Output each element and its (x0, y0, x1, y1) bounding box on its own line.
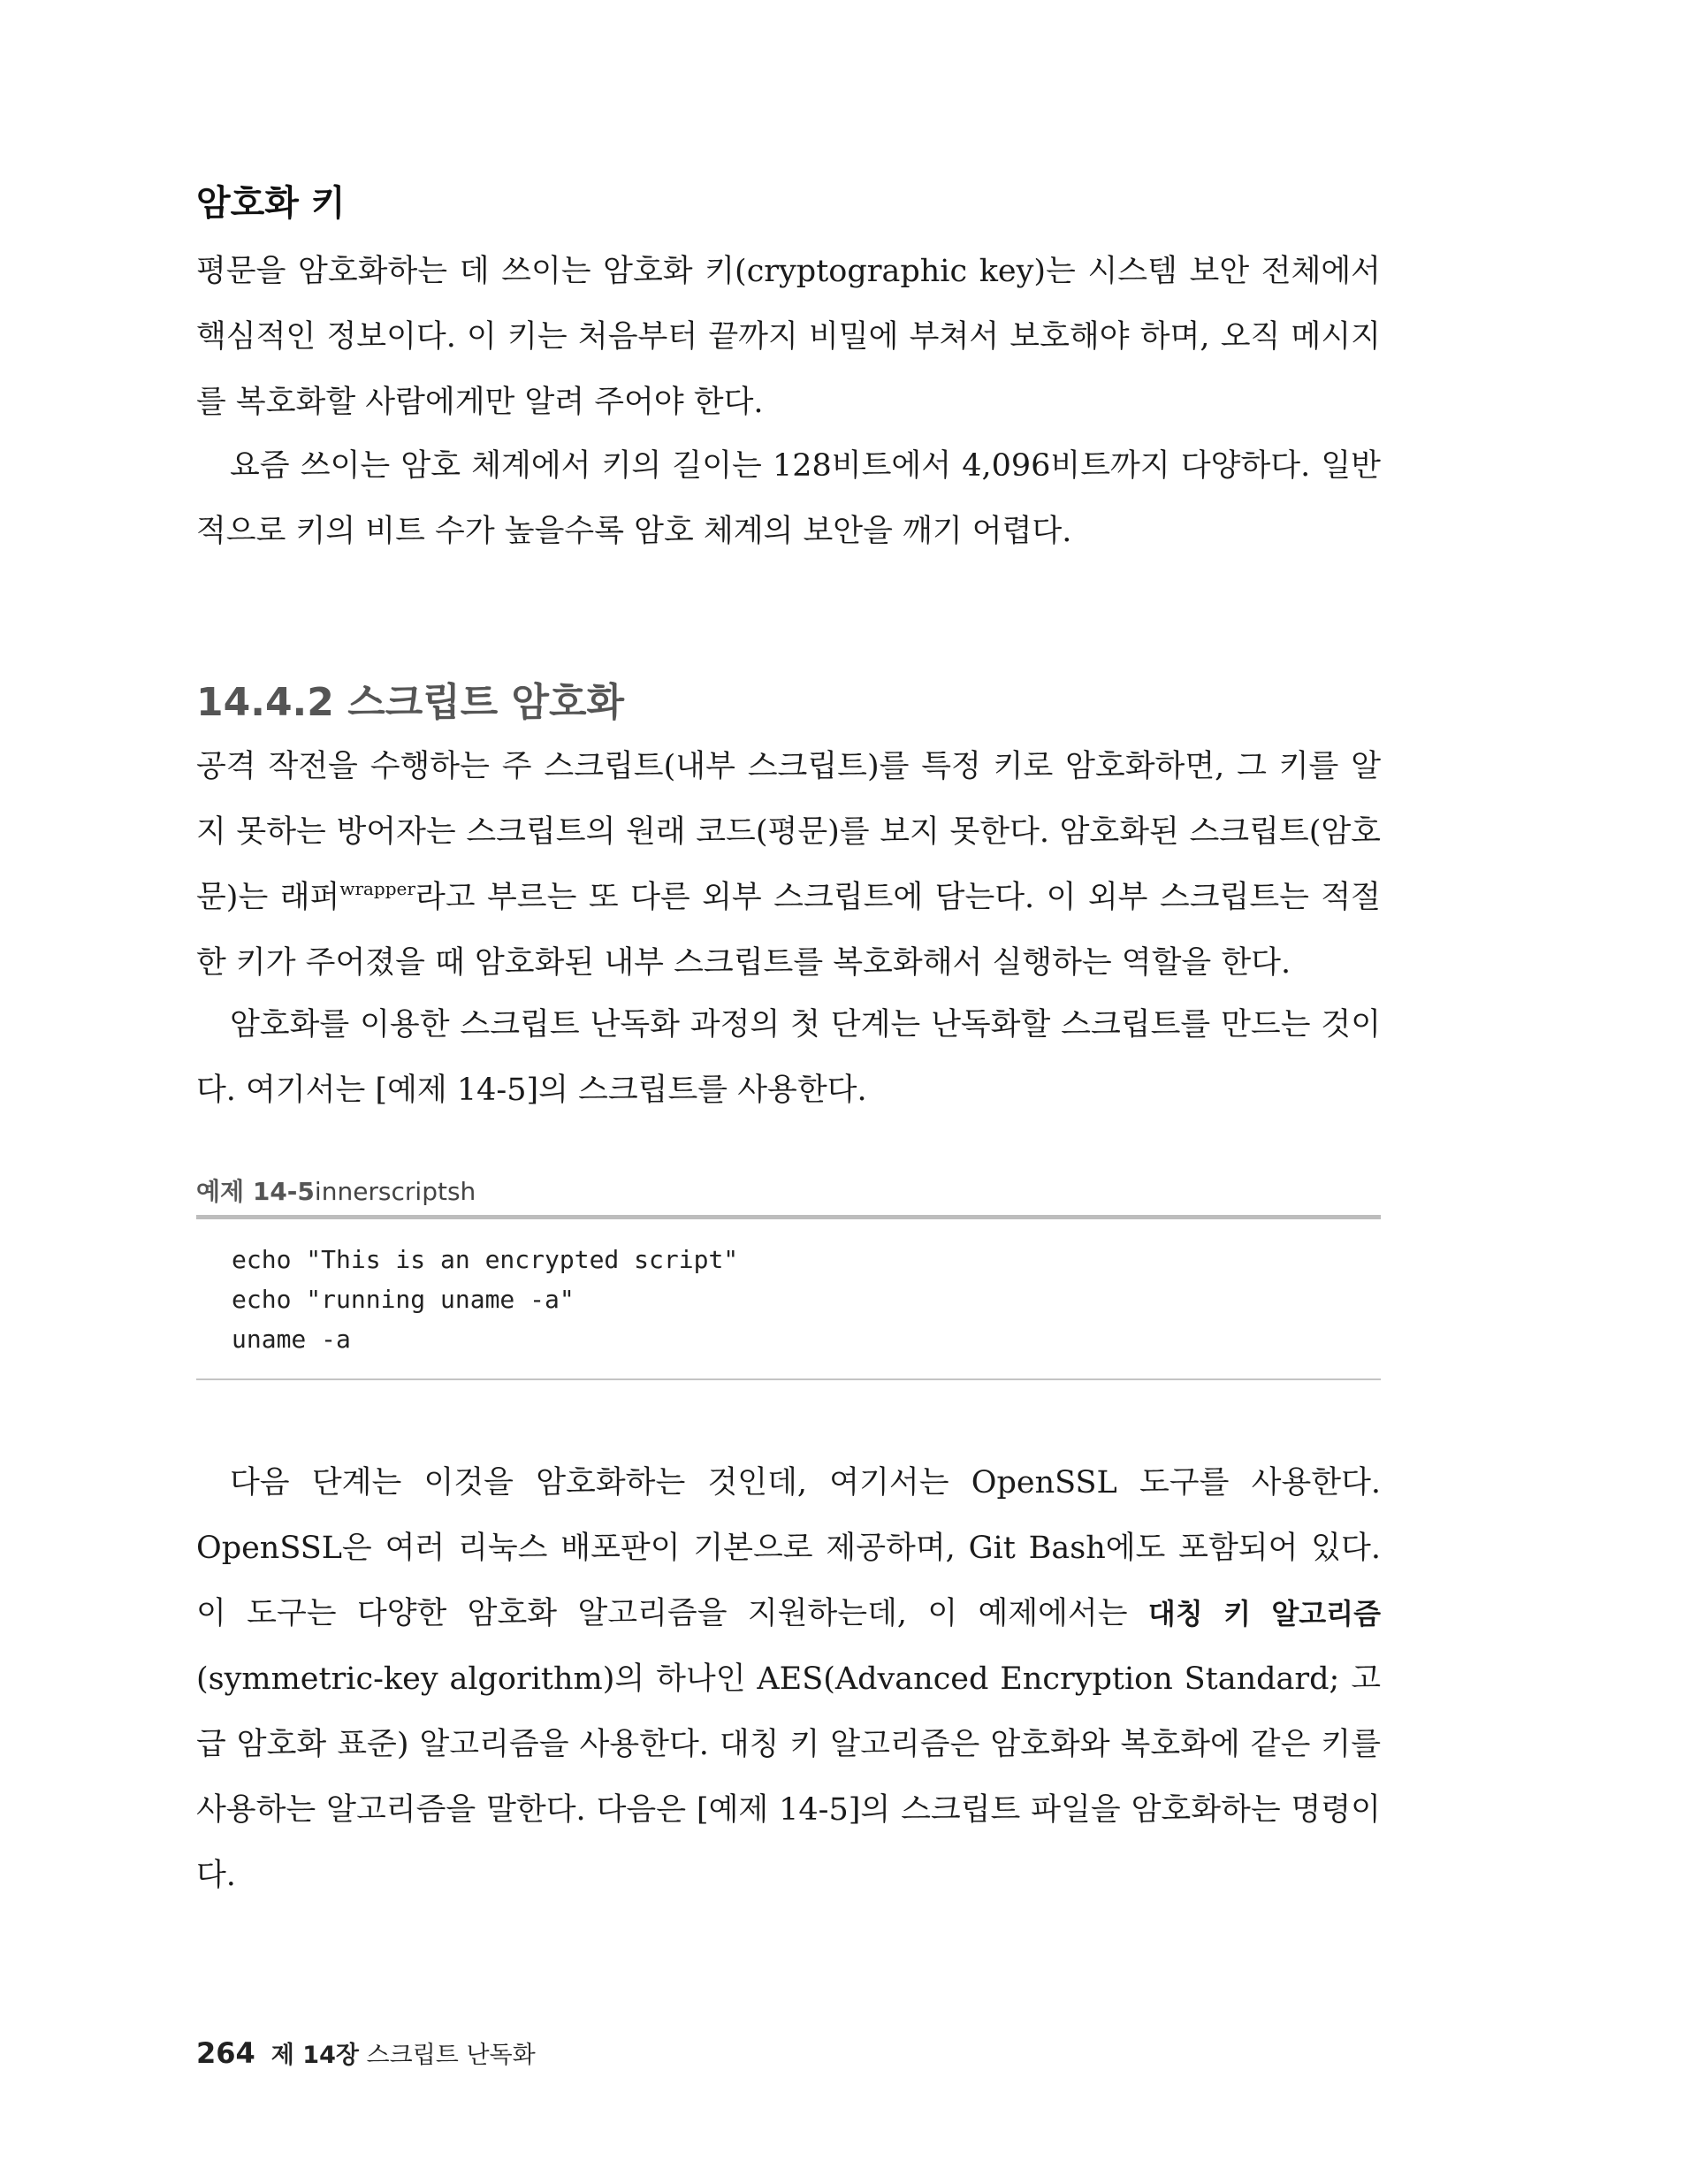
paragraph-script-encryption (196, 734, 1381, 996)
example-label: 예제 14-5 (196, 1177, 315, 1206)
section-heading: 14.4.2 스크립트 암호화 (196, 680, 625, 725)
superscript-term: wrapper (339, 878, 415, 899)
page-number: 264 (196, 2036, 255, 2070)
subsection-heading: 암호화 키 (196, 183, 346, 224)
chapter-label: 제 14장 (270, 2042, 359, 2069)
text-run: (symmetric-key algorithm)의 하나인 AES(Advanced Encryption Standard; 고급 암호화 표준) 알고리즘을 사용한다. 대칭 키 알고리즘은 암호화와 복호화에 같은 키를 사용하는 알고리즘을 말한다. 다음은 [예제 14-5]의 스크립트 파일을 암호화하는 명령이다. (196, 1661, 1381, 1893)
code-listing: echo "This is an encrypted script" echo "running uname -a" uname -a (232, 1245, 739, 1354)
chapter-title: 스크립트 난독화 (366, 2042, 536, 2069)
page-footer (196, 2035, 536, 2070)
example-caption (196, 1172, 476, 1208)
paragraph-obfuscation-step: 암호화를 이용한 스크립트 난독화 과정의 첫 단계는 난독화할 스크립트를 만드는 것이다. 여기서는 [예제 14-5]의 스크립트를 사용한다. (196, 1007, 1381, 1108)
paragraph-openssl (196, 1450, 1381, 1908)
paragraph-key-length: 요즘 쓰이는 암호 체계에서 키의 길이는 128비트에서 4,096비트까지 다양하다. 일반적으로 키의 비트 수가 높을수록 암호 체계의 보안을 깨기 어렵다. (196, 448, 1381, 549)
text-run: 다음 단계는 이것을 암호화하는 것인데, 여기서는 OpenSSL 도구를 사용한다. OpenSSL은 여러 리눅스 배포판이 기본으로 제공하며, Git Bash에도 포함되어 있다. 이 도구는 다양한 암호화 알고리즘을 지원하는데, 이 예제에서는 (196, 1465, 1381, 1631)
code-bottom-rule (196, 1378, 1381, 1380)
code-top-rule (196, 1215, 1381, 1219)
text-run: 라고 부르는 또 다른 외부 스크립트에 담는다. 이 외부 스크립트는 적절한 키가 주어졌을 때 암호화된 내부 스크립트를 복호화해서 실행하는 역할을 한다. (196, 880, 1381, 981)
example-filename: innerscriptsh (314, 1177, 476, 1206)
text-run: 공격 작전을 수행하는 주 스크립트(내부 스크립트)를 특정 키로 암호화하면, 그 키를 알지 못하는 방어자는 스크립트의 원래 코드(평문)를 보지 못한다. 암호화된 스크립트(암호문)는 래퍼 (196, 749, 1381, 915)
paragraph-key-intro: 평문을 암호화하는 데 쓰이는 암호화 키(cryptographic key)는 시스템 보안 전체에서 핵심적인 정보이다. 이 키는 처음부터 끝까지 비밀에 부쳐서 보호해야 하며, 오직 메시지를 복호화할 사람에게만 알려 주어야 한다. (196, 254, 1381, 420)
bold-term: 대칭 키 알고리즘 (1147, 1597, 1381, 1630)
